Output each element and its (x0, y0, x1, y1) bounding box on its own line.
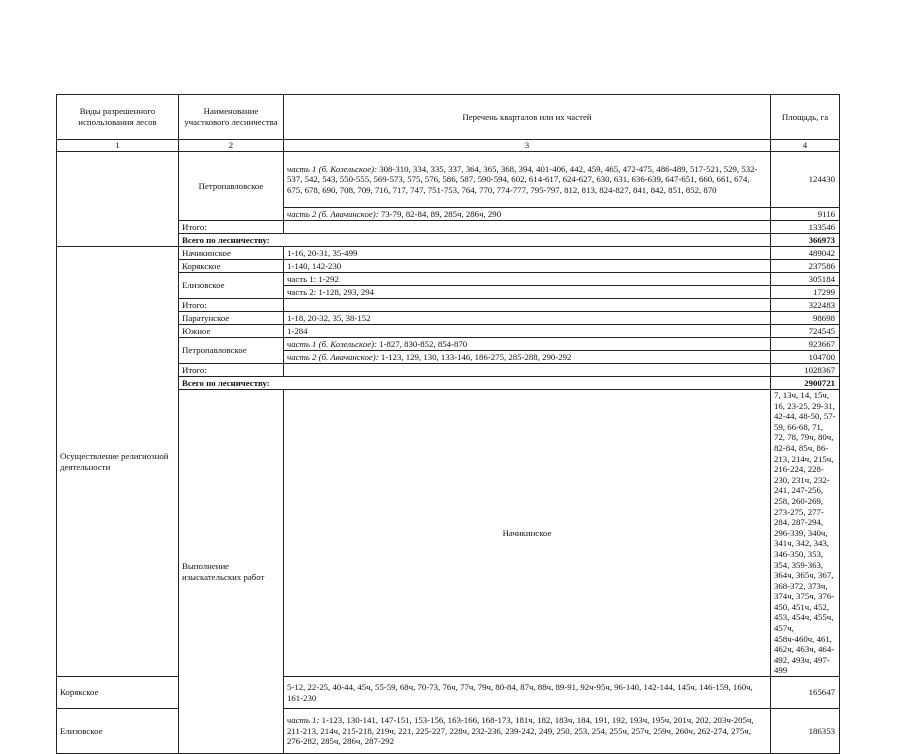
grand-total-label: Всего по лесничеству: (179, 377, 771, 390)
grand-total-area: 2900721 (771, 377, 840, 390)
area-value: 724545 (771, 325, 840, 338)
area-value: 98698 (771, 312, 840, 325)
area-value: 186353 (771, 709, 840, 754)
quarters-text: 1-123, 130-141, 147-151, 153-156, 163-166, 168-173, 181ч, 182, 183ч, 184, 191, 192, 193ч, 195ч, 201ч, 202, 203ч-205ч, 211-213, 214ч, 215-218, 219ч, 221, 225-227, 228ч, 232-236, 239-242, 249, 250, 253, 254, 255ч, 257ч, 259ч, 260ч, 262-274, 275ч, 276-282, 285ч, 286ч, 287-292 (287, 715, 754, 747)
subtotal-area: 133546 (771, 221, 840, 234)
quarters-text: 73-79, 82-84, 89, 285ч, 286ч, 290 (378, 208, 502, 219)
quarters-list: 1-140, 142-230 (284, 260, 771, 273)
subtotal-label: Итого: (179, 299, 284, 312)
grand-total-label: Всего по лесничеству: (179, 234, 771, 247)
quarters-list: 7, 13ч, 14, 15ч, 16, 23-25, 29-31, 42-44, 48-50, 57-59, 66-68, 71, 72, 78, 79ч, 80ч, 82-84, 85ч, 86-213, 214ч, 215ч, 216-224, 228-230, 231ч, 232-241, 247-256, 258, 260-269, 273-275, 277-284, 287-294, 296-339, 340ч, 341ч, 342, 343, 346-350, 353, 354, 359-363, 364ч, 365ч, 367, 368-372, 373ч, 374ч, 375ч, 376-450, 451ч, 452, 453, 454ч, 455ч, 457ч, 458ч-460ч, 461, 462ч, 463ч, 464-492, 493ч, 497-499 (771, 390, 840, 677)
forestry-name: Паратунское (179, 312, 284, 325)
forest-use-table (56, 94, 840, 754)
quarters-text: 308-310, 334, 335, 337, 364, 365, 368, 394, 401-406, 442, 459, 465, 472-475, 486-489, 517-521, 529, 532-537, 542, 543, 550-555, 569-573, 575, 576, 586, 587, 590-594, 602, 614-617, 624-627, 630, 631, 636-639, 647-651, 660, 661, 674, 675, 678, 690, 708, 709, 716, 717, 747, 751-753, 764, 770, 774-777, 795-797, 812, 813, 824-827, 841, 842, 851, 852, 870 (287, 163, 758, 195)
quarters-list: 1-284 (284, 325, 771, 338)
area-value: 104700 (771, 351, 840, 364)
empty-cell (284, 364, 771, 377)
forestry-name: Южное (179, 325, 284, 338)
forestry-name: Начикинское (284, 390, 771, 677)
area-value: 237586 (771, 260, 840, 273)
empty-cell (284, 221, 771, 234)
header-forestry-name: Наименование участкового лесничества (179, 95, 284, 140)
part-label: часть 1 (б. Козельское): (287, 338, 377, 349)
area-value: 124430 (771, 152, 840, 208)
header-quarters-list: Перечень кварталов или их частей (284, 95, 771, 140)
header-use-type: Виды разрешенного использования лесов (57, 95, 179, 140)
quarters-list (284, 709, 771, 754)
part-label: часть 2 (б. Авачинское): (287, 351, 379, 362)
subtotal-area: 1028367 (771, 364, 840, 377)
forestry-name: Елизовское (57, 709, 179, 754)
part-label: часть 1: (287, 715, 320, 726)
col-number-2: 2 (179, 140, 284, 152)
subtotal-area: 322483 (771, 299, 840, 312)
quarters-list: часть 2: 1-128, 293, 294 (284, 286, 771, 299)
col-number-4: 4 (771, 140, 840, 152)
area-value: 305184 (771, 273, 840, 286)
quarters-list: часть 1: 1-292 (284, 273, 771, 286)
part-label: часть 1 (б. Козельское): (287, 163, 377, 174)
quarters-list: 1-16, 20-31, 35-499 (284, 247, 771, 260)
quarters-list: 1-18, 20-32, 35, 38-152 (284, 312, 771, 325)
quarters-list (284, 351, 771, 364)
subtotal-label: Итого: (179, 364, 284, 377)
subtotal-label: Итого: (179, 221, 284, 234)
area-value: 165647 (771, 677, 840, 709)
forestry-name: Петропавловское (179, 338, 284, 364)
use-type-survey-works: Выполнение изыскательских работ (179, 390, 284, 754)
forestry-name: Елизовское (179, 273, 284, 299)
part-label: часть 2 (б. Авачинское): (287, 208, 379, 219)
quarters-text: 1-123, 129, 130, 133-146, 186-275, 285-288, 290-292 (378, 351, 572, 362)
col-number-3: 3 (284, 140, 771, 152)
quarters-text: 1-827, 830-852, 854-870 (377, 338, 468, 349)
forestry-name: Корякское (57, 677, 179, 709)
quarters-list (284, 152, 771, 208)
forestry-name: Петропавловское (179, 152, 284, 221)
quarters-list: 5-12, 22-25, 40-44, 45ч, 55-59, 68ч, 70-73, 76ч, 77ч, 79ч, 80-84, 87ч, 88ч, 89-91, 92ч-95ч, 96-140, 142-144, 145ч, 146-159, 160ч, 161-230 (284, 677, 771, 709)
empty-cell (284, 299, 771, 312)
grand-total-area: 366973 (771, 234, 840, 247)
use-type-cell-empty (57, 152, 179, 247)
col-number-1: 1 (57, 140, 179, 152)
quarters-list (284, 338, 771, 351)
forestry-name: Корякское (179, 260, 284, 273)
header-area: Площадь, га (771, 95, 840, 140)
area-value: 9116 (771, 208, 840, 221)
forestry-name: Начикинское (179, 247, 284, 260)
area-value: 17299 (771, 286, 840, 299)
use-type-religious: Осуществление религиозной деятельности (57, 247, 179, 677)
area-value: 923667 (771, 338, 840, 351)
area-value: 489042 (771, 247, 840, 260)
quarters-list (284, 208, 771, 221)
